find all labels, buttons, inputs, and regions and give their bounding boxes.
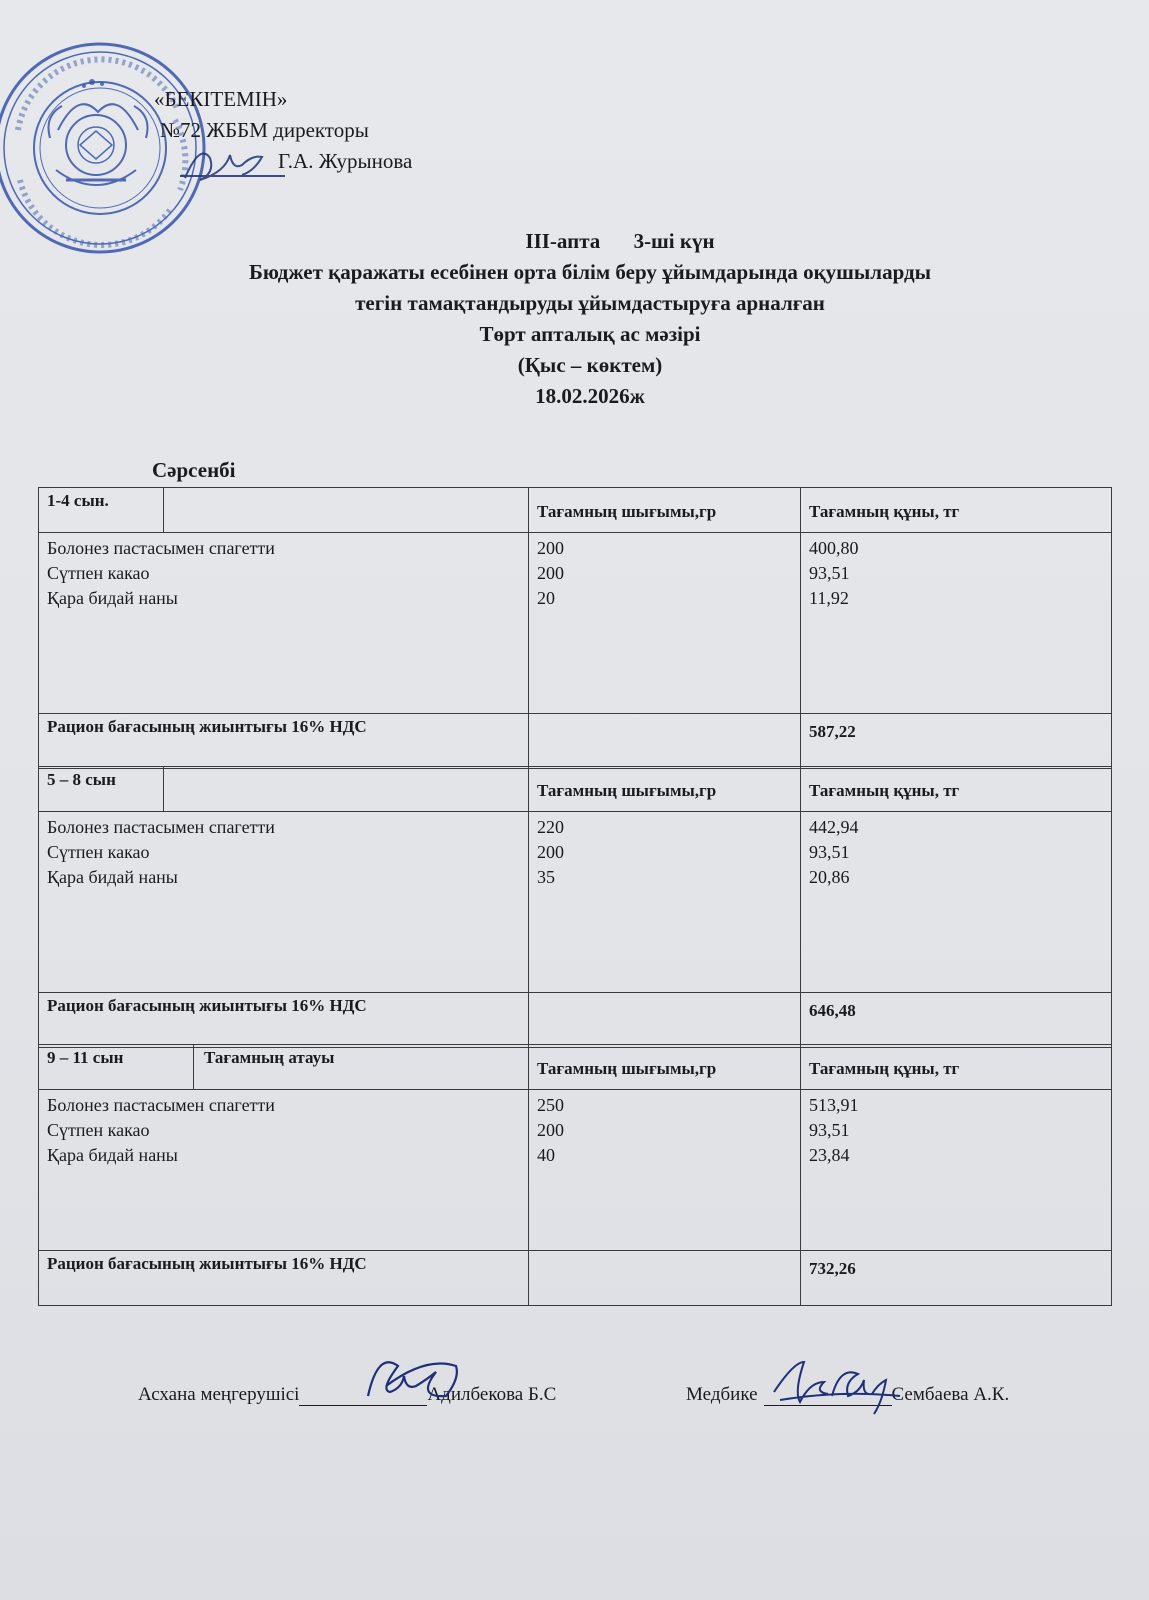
dish-name: Болонез пастасымен спагетти [47,817,275,837]
dish-name: Болонез пастасымен спагетти [47,1095,275,1115]
table-header-row [39,488,1111,533]
dish-yield: 20 [537,588,555,608]
nurse-role: Медбике [686,1384,758,1405]
table-total-row [39,1251,1111,1305]
total-value: 646,48 [809,1001,856,1020]
dish-name: Сүтпен какао [47,842,150,862]
approval-position: №72 ЖББМ директоры [160,118,369,142]
dish-name: Қара бидай наны [47,1145,178,1165]
dish-yield: 220 [537,817,564,837]
yield-header: Тағамның шығымы,гр [529,1045,801,1089]
grade-group-label: 1-4 сын. [39,488,164,532]
dish-price: 93,51 [809,1120,850,1140]
total-label: Рацион бағасының жиынтығы 16% НДС [39,1251,529,1305]
title-line-4: Төрт апталық ас мәзірі [479,322,701,346]
grade-group-label: 5 – 8 сын [39,767,164,811]
dish-price: 11,92 [809,588,849,608]
total-value: 587,22 [809,722,856,741]
table-total-row [39,993,1111,1047]
approval-director-name: Г.А. Журынова [278,149,413,173]
weekday-label: Сәрсенбі [152,458,236,482]
dish-name: Сүтпен какао [47,563,150,583]
dish-name: Қара бидай наны [47,867,178,887]
dish-yield: 35 [537,867,555,887]
title-line-2: Бюджет қаражаты есебінен орта білім беру ұйымдарында оқушыларды [248,260,932,284]
menu-table-grades-9-11 [38,1044,1112,1306]
week-label: ІІІ-апта [525,229,601,253]
dish-name-header: Тағамның атауы [204,1048,335,1067]
dish-price: 93,51 [809,563,850,583]
total-label: Рацион бағасының жиынтығы 16% НДС [39,714,529,768]
dish-name-header [164,767,528,811]
dish-price: 442,94 [809,817,859,837]
dish-yield: 200 [537,1120,564,1140]
season-label: (Қыс – көктем) [517,353,663,377]
nurse-signature [770,1356,905,1416]
dish-yield: 250 [537,1095,564,1115]
yield-header: Тағамның шығымы,гр [529,767,801,811]
dish-price: 400,80 [809,538,859,558]
menu-date: 18.02.2026ж [535,384,645,408]
table-total-row [39,714,1111,768]
director-signature [180,138,290,188]
nurse-name: Сембаева А.К. [891,1384,1010,1405]
dish-name: Сүтпен какао [47,1120,150,1140]
dish-price: 513,91 [809,1095,859,1115]
dish-price: 23,84 [809,1145,850,1165]
menu-table-grades-5-8 [38,766,1112,1048]
week-day-line [120,226,1060,257]
table-header-row [39,767,1111,812]
dish-price: 93,51 [809,842,850,862]
dish-price: 20,86 [809,867,850,887]
dish-yield: 40 [537,1145,555,1165]
cook-role: Асхана меңгерушісі [138,1384,300,1405]
title-line-3: тегін тамақтандыруды ұйымдастыруға арналған [355,291,825,315]
price-header: Тағамның құны, тг [809,502,960,521]
price-header: Тағамның құны, тг [809,1059,960,1078]
total-value: 732,26 [809,1259,856,1278]
dish-name: Қара бидай наны [47,588,178,608]
table-items-row [39,1090,1111,1251]
grade-group-label: 9 – 11 сын [39,1045,194,1089]
cook-name: Адилбекова Б.С [427,1384,557,1405]
dish-name-header [164,488,528,532]
approval-heading: «БЕКІТЕМІН» [154,87,288,111]
menu-table-grades-1-4 [38,487,1112,769]
table-header-row [39,1045,1111,1090]
dish-yield: 200 [537,538,564,558]
table-items-row [39,533,1111,714]
dish-name: Болонез пастасымен спагетти [47,538,275,558]
price-header: Тағамның құны, тг [809,781,960,800]
yield-header: Тағамның шығымы,гр [529,488,801,532]
cook-signature [360,1348,470,1404]
day-label: 3-ші күн [633,229,715,253]
dish-yield: 200 [537,842,564,862]
table-items-row [39,812,1111,993]
dish-yield: 200 [537,563,564,583]
document-title-block [120,226,1060,412]
total-label: Рацион бағасының жиынтығы 16% НДС [39,993,529,1047]
